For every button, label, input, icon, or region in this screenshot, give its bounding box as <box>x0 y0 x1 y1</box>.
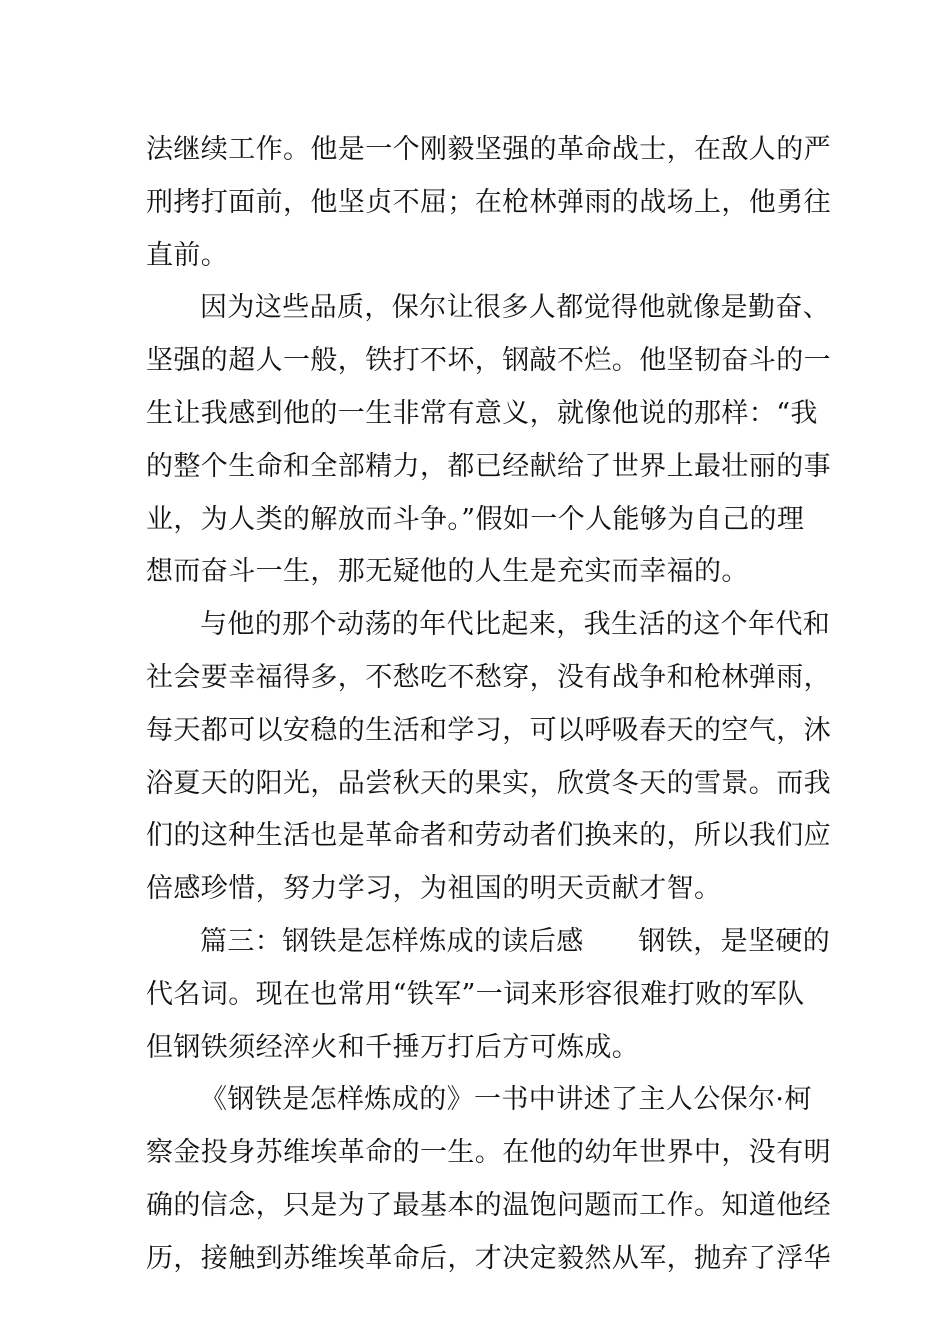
text-line: 社会要幸福得多，不愁吃不愁穿，没有战争和枪林弹雨， <box>146 661 831 693</box>
text-line: 与他的那个动荡的年代比起来，我生活的这个年代和 <box>200 609 831 641</box>
text-line: 但钢铁须经淬火和千捶万打后方可炼成。 <box>146 1031 640 1063</box>
text-line: 历，接触到苏维埃革命后，才决定毅然从军，抛弃了浮华 <box>146 1242 831 1274</box>
text-line: 想而奋斗一生，那无疑他的人生是充实而幸福的。 <box>146 556 749 588</box>
text-line: 们的这种生活也是革命者和劳动者们换来的，所以我们应 <box>146 820 831 852</box>
text-line: 浴夏天的阳光，品尝秋天的果实，欣赏冬天的雪景。而我 <box>146 767 831 799</box>
text-line: 代名词。现在也常用“铁军”一词来形容很难打败的军队 <box>146 978 805 1010</box>
text-line: 确的信念，只是为了最基本的温饱问题而工作。知道他经 <box>146 1189 831 1221</box>
text-line: 倍感珍惜，努力学习，为祖国的明天贡献才智。 <box>146 873 722 905</box>
text-line: 法继续工作。他是一个刚毅坚强的革命战士，在敌人的严 <box>146 134 831 165</box>
document-body <box>146 124 831 1286</box>
text-line: 因为这些品质，保尔让很多人都觉得他就像是勤奋、 <box>200 292 831 324</box>
text-line: 《钢铁是怎样炼成的》一书中讲述了主人公保尔·柯 <box>200 1084 812 1116</box>
text-line: 刑拷打面前，他坚贞不屈；在枪林弹雨的战场上，他勇往 <box>146 186 831 218</box>
text-line: 业，为人类的解放而斗争。”假如一个人能够为自己的理 <box>146 503 805 535</box>
text-line: 察金投身苏维埃革命的一生。在他的幼年世界中，没有明 <box>146 1137 831 1169</box>
text-line: 坚强的超人一般，铁打不坏，钢敲不烂。他坚韧奋斗的一 <box>146 345 831 377</box>
text-line: 的整个生命和全部精力，都已经献给了世界上最壮丽的事 <box>146 450 831 482</box>
text-line: 篇三：钢铁是怎样炼成的读后感 钢铁，是坚硬的 <box>200 925 831 957</box>
text-line: 每天都可以安稳的生活和学习，可以呼吸春天的空气，沐 <box>146 714 831 746</box>
text-line: 直前。 <box>146 239 229 271</box>
text-line: 生让我感到他的一生非常有意义，就像他说的那样：“我 <box>146 397 818 429</box>
